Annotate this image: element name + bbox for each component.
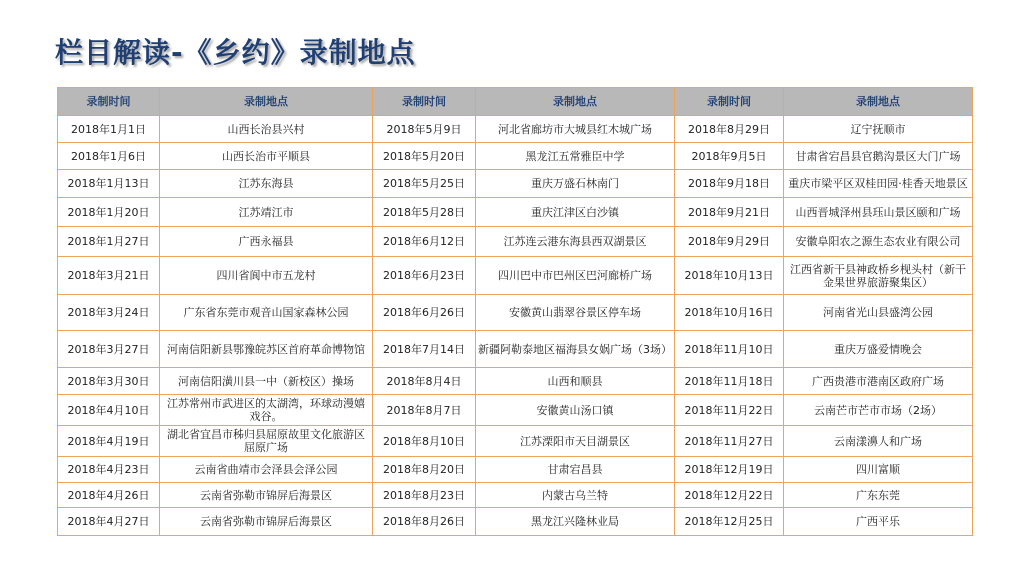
table-row [58,295,973,331]
date-cell: 2018年4月19日 [58,426,160,457]
location-cell: 四川富顺 [784,457,973,483]
location-cell: 四川省阆中市五龙村 [160,257,373,295]
location-cell: 湖北省宜昌市秭归县屈原故里文化旅游区屈原广场 [160,426,373,457]
location-cell: 安徽黄山翡翠谷景区停车场 [476,295,675,331]
location-cell: 江苏连云港东海县西双湖景区 [476,227,675,257]
header-cell: 录制时间 [675,88,784,116]
table-row [58,116,973,143]
date-cell: 2018年9月18日 [675,170,784,198]
location-cell: 广东省东莞市观音山国家森林公园 [160,295,373,331]
date-cell: 2018年8月20日 [373,457,476,483]
location-cell: 江苏东海县 [160,170,373,198]
location-cell: 山西长治县兴村 [160,116,373,143]
table-header-row [58,88,973,116]
location-cell: 甘肃宕昌县 [476,457,675,483]
location-cell: 黑龙江五常雅臣中学 [476,143,675,170]
location-cell: 山西晋城泽州县珏山景区颐和广场 [784,198,973,227]
date-cell: 2018年12月22日 [675,483,784,508]
date-cell: 2018年3月30日 [58,368,160,395]
header-cell: 录制时间 [58,88,160,116]
location-cell: 云南漾濞人和广场 [784,426,973,457]
date-cell: 2018年7月14日 [373,331,476,368]
table-row [58,227,973,257]
location-cell: 河南信阳新县鄂豫皖苏区首府革命博物馆 [160,331,373,368]
date-cell: 2018年8月7日 [373,395,476,426]
table-row [58,508,973,536]
location-cell: 辽宁抚顺市 [784,116,973,143]
date-cell: 2018年8月23日 [373,483,476,508]
date-cell: 2018年6月23日 [373,257,476,295]
table-row [58,331,973,368]
date-cell: 2018年1月13日 [58,170,160,198]
location-cell: 云南省弥勒市锦屏后海景区 [160,483,373,508]
location-cell: 云南省曲靖市会泽县会泽公园 [160,457,373,483]
location-cell: 江苏常州市武进区的太湖湾，环球动漫嬉戏谷。 [160,395,373,426]
location-cell: 江西省新干县神政桥乡枧头村（新干金果世界旅游聚集区） [784,257,973,295]
date-cell: 2018年1月1日 [58,116,160,143]
date-cell: 2018年10月16日 [675,295,784,331]
date-cell: 2018年5月20日 [373,143,476,170]
location-cell: 内蒙古乌兰特 [476,483,675,508]
date-cell: 2018年5月28日 [373,198,476,227]
location-cell: 广西贵港市港南区政府广场 [784,368,973,395]
date-cell: 2018年11月27日 [675,426,784,457]
date-cell: 2018年3月27日 [58,331,160,368]
table-row [58,395,973,426]
date-cell: 2018年6月26日 [373,295,476,331]
date-cell: 2018年3月24日 [58,295,160,331]
date-cell: 2018年10月13日 [675,257,784,295]
header-cell: 录制地点 [160,88,373,116]
location-cell: 河北省廊坊市大城县红木城广场 [476,116,675,143]
location-cell: 江苏溧阳市天目湖景区 [476,426,675,457]
location-cell: 云南省弥勒市锦屏后海景区 [160,508,373,536]
location-cell: 山西和顺县 [476,368,675,395]
table-row [58,368,973,395]
location-cell: 广东东莞 [784,483,973,508]
table-row [58,483,973,508]
date-cell: 2018年1月20日 [58,198,160,227]
date-cell: 2018年6月12日 [373,227,476,257]
location-cell: 黑龙江兴隆林业局 [476,508,675,536]
date-cell: 2018年3月21日 [58,257,160,295]
date-cell: 2018年1月6日 [58,143,160,170]
date-cell: 2018年12月25日 [675,508,784,536]
date-cell: 2018年12月19日 [675,457,784,483]
table-row [58,426,973,457]
location-cell: 安徽阜阳农之源生态农业有限公司 [784,227,973,257]
date-cell: 2018年4月26日 [58,483,160,508]
location-cell: 广西平乐 [784,508,973,536]
location-cell: 重庆市梁平区双桂田园·桂香天地景区 [784,170,973,198]
date-cell: 2018年11月10日 [675,331,784,368]
location-cell: 安徽黄山汤口镇 [476,395,675,426]
date-cell: 2018年1月27日 [58,227,160,257]
date-cell: 2018年8月26日 [373,508,476,536]
recording-locations-table [57,87,973,536]
location-cell: 江苏靖江市 [160,198,373,227]
date-cell: 2018年4月23日 [58,457,160,483]
table-row [58,143,973,170]
date-cell: 2018年8月4日 [373,368,476,395]
location-cell: 重庆万盛石林南门 [476,170,675,198]
location-cell: 河南省光山县盛湾公园 [784,295,973,331]
page-title: 栏目解读-《乡约》录制地点 [55,36,416,69]
date-cell: 2018年9月29日 [675,227,784,257]
table-row [58,457,973,483]
date-cell: 2018年9月5日 [675,143,784,170]
location-cell: 广西永福县 [160,227,373,257]
date-cell: 2018年5月25日 [373,170,476,198]
date-cell: 2018年5月9日 [373,116,476,143]
location-cell: 山西长治市平顺县 [160,143,373,170]
header-cell: 录制地点 [784,88,973,116]
header-cell: 录制地点 [476,88,675,116]
location-cell: 新疆阿勒泰地区福海县女娲广场（3场） [476,331,675,368]
table-row [58,170,973,198]
date-cell: 2018年4月27日 [58,508,160,536]
location-cell: 甘肃省宕昌县官鹅沟景区大门广场 [784,143,973,170]
date-cell: 2018年11月22日 [675,395,784,426]
table-row [58,257,973,295]
date-cell: 2018年4月10日 [58,395,160,426]
location-cell: 四川巴中市巴州区巴河廊桥广场 [476,257,675,295]
location-cell: 重庆江津区白沙镇 [476,198,675,227]
location-cell: 重庆万盛爱情晚会 [784,331,973,368]
table-row [58,198,973,227]
location-cell: 云南芒市芒市市场（2场） [784,395,973,426]
date-cell: 2018年9月21日 [675,198,784,227]
date-cell: 2018年8月10日 [373,426,476,457]
location-cell: 河南信阳潢川县一中（新校区）操场 [160,368,373,395]
header-cell: 录制时间 [373,88,476,116]
date-cell: 2018年11月18日 [675,368,784,395]
date-cell: 2018年8月29日 [675,116,784,143]
